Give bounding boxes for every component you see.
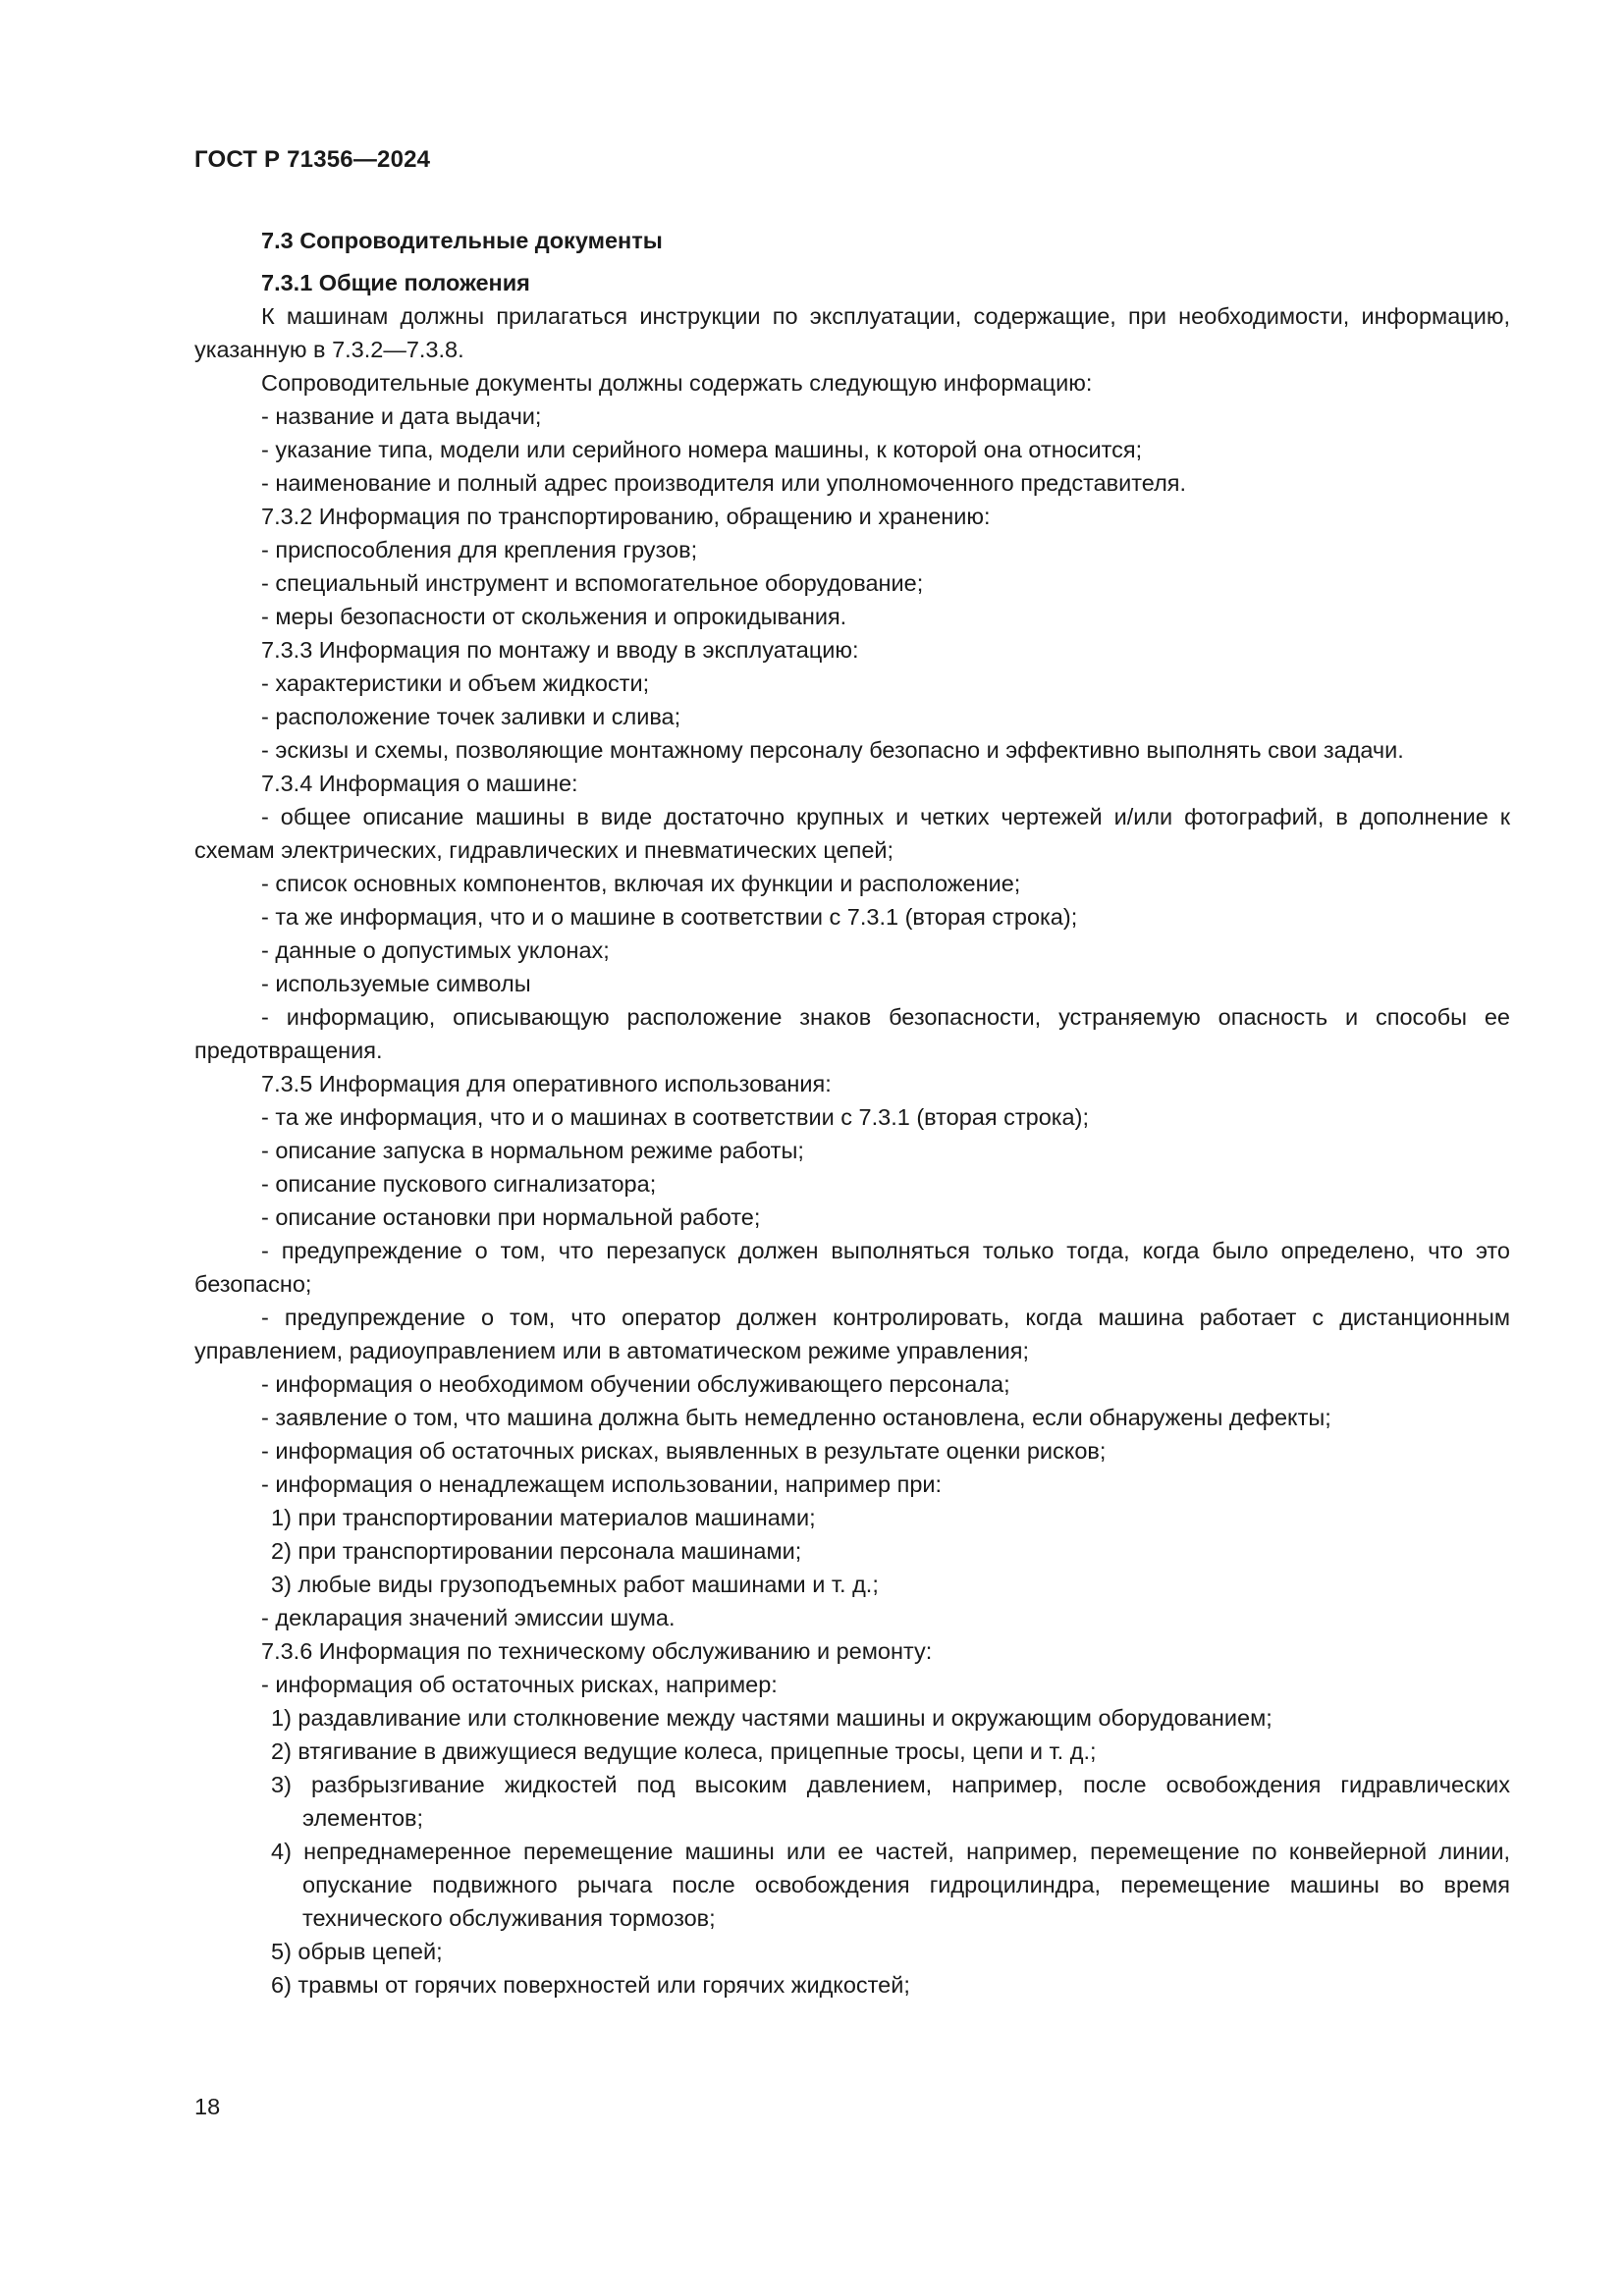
list-item: - список основных компонентов, включая их функции и расположение; xyxy=(261,871,1021,896)
list-item: - наименование и полный адрес производителя или уполномоченного представителя. xyxy=(261,470,1187,496)
list-item: - информацию, описывающую расположение знаков безопасности, устраняемую опасность и способы ее предотвращения. xyxy=(194,1004,1510,1063)
list-item: - предупреждение о том, что перезапуск должен выполняться только тогда, когда было определено, что это безопасно; xyxy=(194,1238,1510,1297)
list-item: - расположение точек заливки и слива; xyxy=(261,704,681,729)
list-item: - информация об остаточных рисках, например: xyxy=(261,1672,778,1697)
list-item: - декларация значений эмиссии шума. xyxy=(261,1605,676,1630)
list-item: - приспособления для крепления грузов; xyxy=(261,537,698,562)
paragraph: Сопроводительные документы должны содержать следующую информацию: xyxy=(261,370,1093,396)
list-item: - название и дата выдачи; xyxy=(261,403,542,429)
paragraph: 7.3.4 Информация о машине: xyxy=(261,771,578,796)
list-item: - специальный инструмент и вспомогательное оборудование; xyxy=(261,570,924,596)
list-item: - информация об остаточных рисках, выявленных в результате оценки рисков; xyxy=(261,1438,1107,1464)
subsection-title: 7.3.1 Общие положения xyxy=(261,270,530,295)
list-item: - описание запуска в нормальном режиме работы; xyxy=(261,1138,804,1163)
document-code-header: ГОСТ Р 71356—2024 xyxy=(194,146,431,173)
list-item: - информация о ненадлежащем использовании, например при: xyxy=(261,1471,943,1497)
list-item: - та же информация, что и о машине в соответствии с 7.3.1 (вторая строка); xyxy=(261,904,1078,930)
list-item: - характеристики и объем жидкости; xyxy=(261,670,650,696)
list-item: - заявление о том, что машина должна быть немедленно остановлена, если обнаружены дефекты; xyxy=(261,1405,1331,1430)
numbered-item: 3) любые виды грузоподъемных работ машинами и т. д.; xyxy=(271,1572,879,1597)
numbered-item: 4) непреднамеренное перемещение машины или ее частей, например, перемещение по конвейерной линии, опускание подвижного рычага после освобождения гидроцилиндра, перемещение машины во время технического обслуживания тормозов; xyxy=(271,1839,1510,1931)
numbered-item: 1) раздавливание или столкновение между частями машины и окружающим оборудованием; xyxy=(271,1705,1272,1731)
list-item: - эскизы и схемы, позволяющие монтажному персоналу безопасно и эффективно выполнять свои задачи. xyxy=(261,737,1404,763)
numbered-item: 3) разбрызгивание жидкостей под высоким давлением, например, после освобождения гидравлических элементов; xyxy=(271,1772,1510,1831)
numbered-item: 5) обрыв цепей; xyxy=(271,1939,443,1964)
list-item: - описание остановки при нормальной работе; xyxy=(261,1204,761,1230)
paragraph: К машинам должны прилагаться инструкции по эксплуатации, содержащие, при необходимости, информацию, указанную в 7.3.2—7.3.8. xyxy=(194,303,1510,362)
list-item: - используемые символы xyxy=(261,971,531,996)
paragraph: 7.3.5 Информация для оперативного использования: xyxy=(261,1071,832,1096)
list-item: - меры безопасности от скольжения и опрокидывания. xyxy=(261,604,847,629)
paragraph: 7.3.2 Информация по транспортированию, обращению и хранению: xyxy=(261,504,991,529)
paragraph: 7.3.6 Информация по техническому обслуживанию и ремонту: xyxy=(261,1638,933,1664)
list-item: - указание типа, модели или серийного номера машины, к которой она относится; xyxy=(261,437,1143,462)
numbered-item: 6) травмы от горячих поверхностей или горячих жидкостей; xyxy=(271,1972,910,1998)
list-item: - информация о необходимом обучении обслуживающего персонала; xyxy=(261,1371,1010,1397)
numbered-item: 1) при транспортировании материалов машинами; xyxy=(271,1505,816,1530)
list-item: - общее описание машины в виде достаточно крупных и четких чертежей и/или фотографий, в дополнение к схемам электрических, гидравлических и пневматических цепей; xyxy=(194,804,1510,863)
numbered-item: 2) втягивание в движущиеся ведущие колеса, прицепные тросы, цепи и т. д.; xyxy=(271,1738,1097,1764)
paragraph: 7.3.3 Информация по монтажу и вводу в эксплуатацию: xyxy=(261,637,859,663)
page-number: 18 xyxy=(194,2094,221,2119)
section-title: 7.3 Сопроводительные документы xyxy=(261,228,663,253)
list-item: - описание пускового сигнализатора; xyxy=(261,1171,657,1197)
list-item: - данные о допустимых уклонах; xyxy=(261,937,610,963)
list-item: - предупреждение о том, что оператор должен контролировать, когда машина работает с дистанционным управлением, радиоуправлением или в автоматическом режиме управления; xyxy=(194,1305,1510,1363)
document-body xyxy=(194,224,1510,2002)
numbered-item: 2) при транспортировании персонала машинами; xyxy=(271,1538,802,1564)
list-item: - та же информация, что и о машинах в соответствии с 7.3.1 (вторая строка); xyxy=(261,1104,1089,1130)
